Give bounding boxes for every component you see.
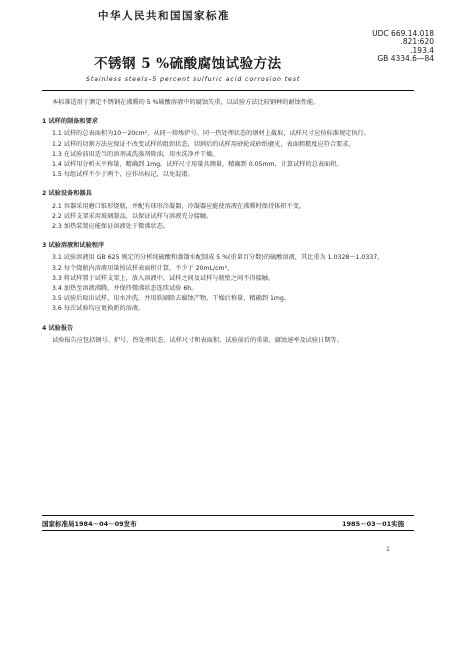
clause: 3.1 试验溶液用 GB 625 规定的分析纯硫酸和蒸馏水配制成 5 %(重量百分数)的硫酸溶液，其比重为 1.0328～1.0337。: [52, 254, 384, 262]
udc-code: UDC 669.14.018: [372, 29, 434, 38]
issue-date: 国家标准局1984－04－09发布: [42, 520, 137, 528]
clause: 1.1 试样的总表面积为10～20cm²，从同一熔炼炉号、同一热处理状态的钢材上截取，试样尺寸应按标准规定执行。: [52, 130, 370, 138]
udc-code-part: .821:620: [400, 37, 434, 47]
footer-bottom-divider: [42, 530, 414, 531]
header-divider: [42, 90, 414, 91]
clause: 3.5 试验后取出试样，用水冲洗，并用软刷除去腐蚀产物，干燥后称量，精确到 1mg。: [52, 295, 291, 303]
document-title: 不锈钢 5 %硫酸腐蚀试验方法: [94, 56, 282, 72]
clause: 2.3 加热装置应能保证溶液处于微沸状态。: [52, 223, 169, 231]
clause: 3.2 每个烧瓶内溶液用量按试样表面积计算，不少于 20mL/cm²。: [52, 264, 234, 272]
clause: 2.2 试样支架采用玻璃制品，以保证试样与溶液充分接触。: [52, 212, 213, 220]
udc-code-part: .193.4: [410, 45, 434, 55]
gb-code: GB 4334.6—84: [377, 53, 434, 63]
standard-header: 中华人民共和国国家标准: [98, 10, 230, 22]
section-heading: 4 试验报告: [42, 324, 74, 332]
clause: 3.4 加热至溶液沸腾，并保持微沸状态连续试验 6h。: [52, 285, 198, 293]
page-number: 1: [386, 546, 390, 553]
clause: 3.6 每次试验均应更换新的溶液。: [52, 305, 145, 313]
footer-divider: [42, 515, 414, 516]
effective-date: 1985－03－01实施: [342, 520, 405, 528]
clause: 2.1 容器采用磨口锥形烧瓶，并配有球形冷凝器，冷凝器应能使溶液在沸腾时保持体积不变。: [52, 202, 306, 210]
section-heading: 3 试验溶液和试验程序: [42, 242, 105, 250]
clause: 1.5 每组试样不少于两个，应作出标记，以免混淆。: [52, 171, 194, 179]
clause: 试验报告应包括钢号、炉号、热处理状态、试样尺寸和表面积、试验前后的重量、腐蚀速率及试验日期等。: [52, 336, 343, 344]
intro-paragraph: 本标准适用于测定不锈钢在沸腾的 5 %硫酸溶液中的腐蚀失重，以试验方法比较钢种的耐蚀性能。: [52, 99, 320, 106]
clause: 1.4 试样用分析天平称量，精确到 1mg。试样尺寸用量具测量，精确到 0.05mm，计算试样的总表面积。: [52, 161, 343, 169]
clause: 1.3 在试验前用适当的溶剂或洗涤剂除油，用水洗净并干燥。: [52, 150, 219, 158]
clause: 3.3 将试样置于试样支架上，放入溶液中，试样之间及试样与瓶壁之间不得接触。: [52, 274, 275, 282]
document-body: [42, 98, 414, 346]
section-heading: 1 试样的制备和要求: [42, 118, 98, 126]
document-subtitle: Stainless steels–5 percent sulfuric acid corrosion test: [86, 76, 301, 83]
classification-codes: [356, 30, 434, 63]
section-heading: 2 试验设备和器具: [42, 190, 92, 198]
clause: 1.2 试样的切割方法应保证不改变试样的组织状态，切割后的试样用砂轮或砂纸磨光，表面粗糙度应符合要求。: [52, 140, 355, 148]
